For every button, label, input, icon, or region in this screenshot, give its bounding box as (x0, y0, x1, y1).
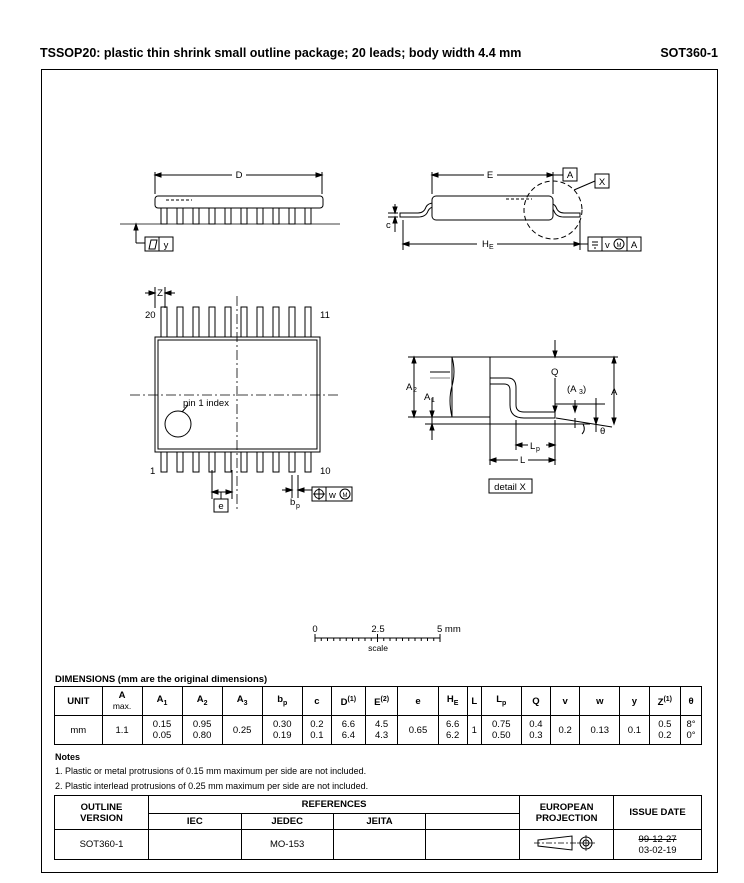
label-a-side: A (611, 387, 618, 398)
dim-value-cell: 0.5 0.2 (649, 716, 681, 745)
dim-header-cell: $b_p$ (262, 687, 302, 716)
label-e-pitch: e (218, 501, 224, 512)
lead (177, 452, 183, 472)
dim-value-cell: 8° 0° (681, 716, 702, 745)
label-detail-x: detail X (494, 482, 526, 493)
label-a-ref: A (630, 240, 638, 251)
label-theta: θ (600, 426, 606, 437)
side-lead (257, 207, 263, 224)
side-lead (209, 207, 215, 224)
label-z: Z (157, 288, 163, 299)
lead (209, 307, 215, 337)
lead (177, 307, 183, 337)
label-a3: (A (567, 384, 577, 395)
dim-header-cell: e (398, 687, 438, 716)
dim-header-cell: $L_p$ (481, 687, 521, 716)
jedec-value: MO-153 (241, 830, 333, 860)
dim-header-cell: $A_3$ (222, 687, 262, 716)
lead (257, 307, 263, 337)
issue-date-old: 99-12-27 (638, 833, 677, 845)
label-a2-sub: 2 (413, 387, 417, 394)
dim-value-cell: 6.6 6.4 (331, 716, 365, 745)
dim-value-cell: 0.2 (551, 716, 580, 745)
label-l: L (520, 455, 526, 466)
lead (209, 452, 215, 472)
dim-value-cell: 6.6 6.2 (438, 716, 467, 745)
lead (241, 307, 247, 337)
lead (241, 452, 247, 472)
lead (193, 307, 199, 337)
dim-value-cell: 0.25 (222, 716, 262, 745)
lead (225, 307, 231, 337)
label-pin10: 10 (320, 466, 331, 477)
dim-header-cell: UNIT (55, 687, 103, 716)
jeita-value (333, 830, 426, 860)
references-spare (426, 814, 520, 830)
side-lead (161, 207, 167, 224)
dim-header-cell: $A_2$ (182, 687, 222, 716)
dimensions-value-row (55, 716, 702, 745)
label-pin1-index: pin 1 index (183, 398, 229, 409)
label-q: Q (551, 367, 559, 378)
label-lp-sub: p (536, 446, 540, 453)
dim-value-cell: 0.15 0.05 (142, 716, 182, 745)
lead (257, 452, 263, 472)
dim-value-cell: 0.4 0.3 (521, 716, 550, 745)
lead (161, 307, 167, 337)
outline-table (54, 795, 702, 860)
label-m-2: M (342, 493, 348, 499)
dimensions-header-row (55, 687, 702, 716)
scale-2-5: 2.5 (371, 624, 385, 635)
note-2: 2. Plastic interlead protrusions of 0.25 mm maximum per side are not included. (55, 781, 369, 791)
label-a2: A (406, 382, 413, 393)
dim-header-cell: $Z^{(1)}$ (649, 687, 681, 716)
dim-header-cell: Q (521, 687, 550, 716)
label-pin20: 20 (145, 310, 156, 321)
projection-symbol (520, 830, 614, 860)
iec-value (148, 830, 241, 860)
label-pin11: 11 (320, 310, 330, 321)
dim-value-cell: 0.65 (398, 716, 438, 745)
issue-date-new: 03-02-19 (638, 844, 677, 856)
dim-value-cell: 1.1 (102, 716, 142, 745)
side-lead (225, 207, 231, 224)
label-a3-sub: 3 (579, 389, 583, 396)
lead (289, 452, 295, 472)
label-he-sub: E (489, 244, 494, 251)
issue-date-header: ISSUE DATE (614, 796, 702, 830)
dim-header-cell: A max. (102, 687, 142, 716)
scale-0: 0 (312, 624, 318, 635)
label-x-box: X (598, 177, 606, 188)
side-lead (177, 207, 183, 224)
references-header: REFERENCES (148, 796, 519, 814)
dimensions-title: DIMENSIONS (mm are the original dimensions) (55, 674, 268, 685)
scale-5mm: 5 mm (437, 624, 461, 635)
dim-header-cell: v (551, 687, 580, 716)
dim-header-cell: y (620, 687, 649, 716)
side-lead (241, 207, 247, 224)
outline-version-header: OUTLINE VERSION (55, 796, 149, 830)
label-y: y (163, 240, 169, 251)
dim-value-cell: 0.2 0.1 (302, 716, 331, 745)
dim-value-cell: 4.5 4.3 (365, 716, 398, 745)
notes-title: Notes (55, 752, 81, 762)
dim-header-cell: θ (681, 687, 702, 716)
issue-date-cell (614, 830, 702, 860)
dim-header-cell: $A_1$ (142, 687, 182, 716)
dim-header-cell: w (580, 687, 620, 716)
lead (225, 452, 231, 472)
side-lead (289, 207, 295, 224)
page-title: TSSOP20: plastic thin shrink small outline package; 20 leads; body width 4.4 mm (40, 46, 522, 60)
label-a3-close: ) (583, 384, 587, 395)
lead (273, 452, 279, 472)
european-projection-header: EUROPEAN PROJECTION (520, 796, 614, 830)
dim-header-cell: L (467, 687, 481, 716)
side-lead (193, 207, 199, 224)
side-lead (273, 207, 279, 224)
references-spare-value (426, 830, 520, 860)
lead (193, 452, 199, 472)
dim-header-cell: $E^{(2)}$ (365, 687, 398, 716)
dim-header-cell: $D^{(1)}$ (331, 687, 365, 716)
label-pin1: 1 (150, 466, 156, 477)
label-d: D (235, 170, 243, 181)
dim-value-cell: 1 (467, 716, 481, 745)
lead (305, 452, 311, 472)
lead (305, 307, 311, 337)
dim-header-cell: c (302, 687, 331, 716)
label-a1: A (424, 392, 431, 403)
dim-value-cell: mm (55, 716, 103, 745)
label-a1-sub: 1 (431, 397, 435, 404)
lead (161, 452, 167, 472)
label-a-box: A (566, 170, 574, 181)
dim-value-cell: 0.30 0.19 (262, 716, 302, 745)
label-bp-sub: p (296, 503, 300, 510)
dim-value-cell: 0.95 0.80 (182, 716, 222, 745)
label-w: w (329, 490, 336, 501)
lead (289, 307, 295, 337)
label-bp: b (290, 497, 296, 508)
dim-value-cell: 0.13 (580, 716, 620, 745)
label-he: H (482, 239, 489, 250)
label-c: c (386, 220, 391, 231)
side-view-leads (161, 207, 311, 224)
label-lp: L (530, 441, 536, 452)
package-code: SOT360-1 (660, 46, 718, 60)
scale-label: scale (368, 643, 388, 653)
label-e-top: E (486, 170, 494, 181)
iec-header: IEC (148, 814, 241, 830)
lead (273, 307, 279, 337)
label-m-1: M (616, 243, 622, 249)
side-lead (305, 207, 311, 224)
jedec-header: JEDEC (241, 814, 333, 830)
note-1: 1. Plastic or metal protrusions of 0.15 mm maximum per side are not included. (55, 766, 367, 776)
jeita-header: JEITA (333, 814, 426, 830)
dim-value-cell: 0.75 0.50 (481, 716, 521, 745)
outline-version: SOT360-1 (55, 830, 149, 860)
dim-header-cell: $H_E$ (438, 687, 467, 716)
projection-icon (532, 833, 602, 853)
dim-value-cell: 0.1 (620, 716, 649, 745)
dimensions-table (54, 686, 702, 745)
label-v: v (605, 240, 610, 251)
